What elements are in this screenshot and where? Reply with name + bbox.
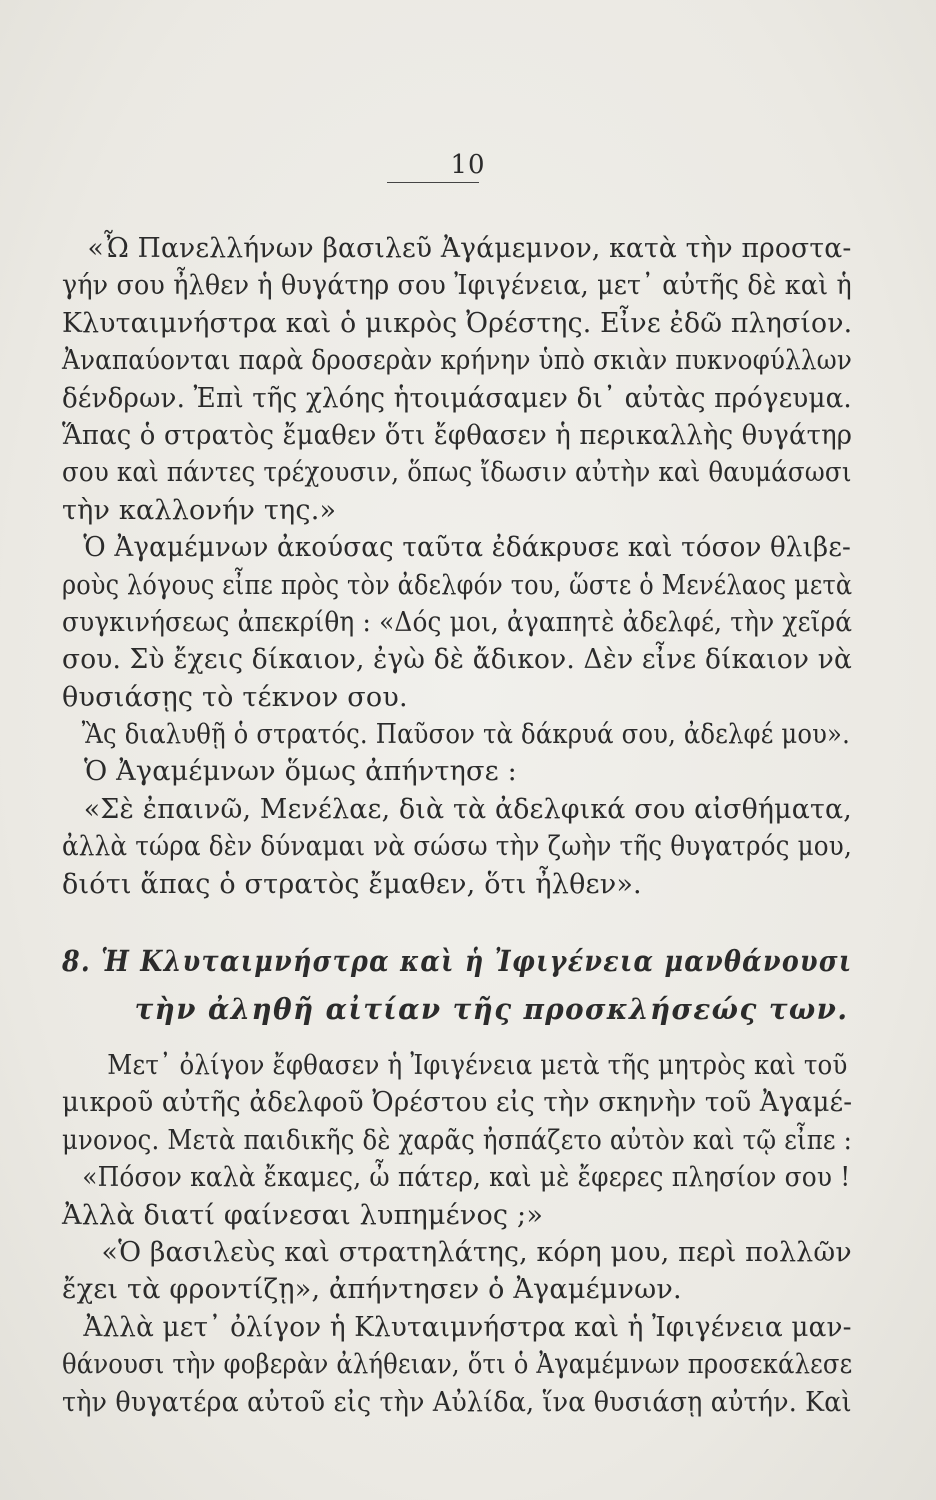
text-line: τὴν θυγατέρα αὐτοῦ εἰς τὴν Αὐλίδα, ἵνα θυσιάσῃ αὐτήν. Καὶ	[62, 1386, 852, 1418]
page-number-rule	[387, 182, 479, 183]
text-line: τὴν καλλονήν της.»	[62, 494, 337, 526]
text-line: Ἀναπαύονται παρὰ δροσερὰν κρήνην ὑπὸ σκιὰν πυκνοφύλλων	[62, 345, 853, 377]
text-line: γήν σου ἦλθεν ἡ θυγάτηρ σου Ἰφιγένεια, μετ᾽ αὐτῆς δὲ καὶ ἡ	[62, 270, 852, 302]
text-line: Μετ᾽ ὀλίγον ἔφθασεν ἡ Ἰφιγένεια μετὰ τῆς μητρὸς καὶ τοῦ	[107, 1050, 848, 1082]
text-line: «Ὁ βασιλεὺς καὶ στρατηλάτης, κόρη μου, περὶ πολλῶν	[101, 1236, 852, 1268]
text-line: μικροῦ αὐτῆς ἀδελφοῦ Ὀρέστου εἰς τὴν σκηνὴν τοῦ Ἀγαμέ-	[62, 1087, 853, 1119]
text-line: «Σὲ ἐπαινῶ, Μενέλαε, διὰ τὰ ἀδελφικά σου αἰσθήματα,	[83, 793, 852, 825]
text-line: σου καὶ πάντες τρέχουσιν, ὅπως ἴδωσιν αὐτὴν καὶ θαυμάσωσι	[62, 457, 852, 489]
page-number: 10	[450, 150, 486, 180]
text-line: Κλυταιμνήστρα καὶ ὁ μικρὸς Ὀρέστης. Εἶνε ἐδῶ πλησίον.	[62, 307, 853, 339]
text-line: Ἂς διαλυθῇ ὁ στρατός. Παῦσον τὰ δάκρυά σου, ἀδελφέ μου».	[81, 719, 850, 751]
text-line: ἔχει τὰ φροντίζῃ», ἀπήντησεν ὁ Ἀγαμέμνων.	[62, 1274, 682, 1306]
text-line: δένδρων. Ἐπὶ τῆς χλόης ἡτοιμάσαμεν δι᾽ αὐτὰς πρόγευμα.	[62, 382, 852, 414]
text-line: ροὺς λόγους εἶπε πρὸς τὸν ἀδελφόν του, ὥστε ὁ Μενέλαος μετὰ	[62, 569, 853, 601]
text-line: ἀλλὰ τώρα δὲν δύναμαι νὰ σώσω τὴν ζωὴν τῆς θυγατρός μου,	[62, 831, 852, 863]
text-line: Ὁ Ἀγαμέμνων ὅμως ἀπήντησε :	[84, 756, 517, 788]
text-line: διότι ἅπας ὁ στρατὸς ἔμαθεν, ὅτι ἦλθεν».	[62, 868, 642, 900]
text-line: θυσιάσῃς τὸ τέκνον σου.	[62, 681, 408, 713]
text-line: σου. Σὺ ἔχεις δίκαιον, ἐγὼ δὲ ἄδικον. Δὲν εἶνε δίκαιον νὰ	[62, 644, 852, 676]
page-text	[62, 230, 852, 1421]
text-line: συγκινήσεως ἀπεκρίθη : «Δός μοι, ἀγαπητὲ ἀδελφέ, τὴν χεῖρά	[62, 606, 853, 638]
text-line: Ἅπας ὁ στρατὸς ἔμαθεν ὅτι ἔφθασεν ἡ περικαλλὴς θυγάτηρ	[62, 419, 853, 451]
section-heading: 8. Ἡ Κλυταιμνήστρα καὶ ἡ Ἰφιγένεια μανθάνουσι	[62, 944, 853, 979]
text-line: Ἀλλὰ διατί φαίνεσαι λυπημένος ;»	[62, 1199, 544, 1231]
text-line: Ὁ Ἀγαμέμνων ἀκούσας ταῦτα ἐδάκρυσε καὶ τόσον θλιβε-	[83, 532, 852, 564]
text-line: θάνουσι τὴν φοβερὰν ἀλήθειαν, ὅτι ὁ Ἀγαμέμνων προσεκάλεσε	[62, 1349, 853, 1381]
text-line: Ἀλλὰ μετ᾽ ὀλίγον ἡ Κλυταιμνήστρα καὶ ἡ Ἰφιγένεια μαν-	[83, 1311, 852, 1343]
text-line: μνονος. Μετὰ παιδικῆς δὲ χαρᾶς ἠσπάζετο αὐτὸν καὶ τῷ εἶπε :	[62, 1124, 853, 1156]
text-line: «Πόσον καλὰ ἔκαμες, ὦ πάτερ, καὶ μὲ ἔφερες πλησίον σου !	[82, 1162, 851, 1194]
text-line: «Ὦ Πανελλήνων βασιλεῦ Ἀγάμεμνον, κατὰ τὴν προστα-	[87, 233, 852, 264]
section-heading-continued: τὴν ἀληθῆ αἰτίαν τῆς προσκλήσεώς των.	[134, 992, 849, 1027]
